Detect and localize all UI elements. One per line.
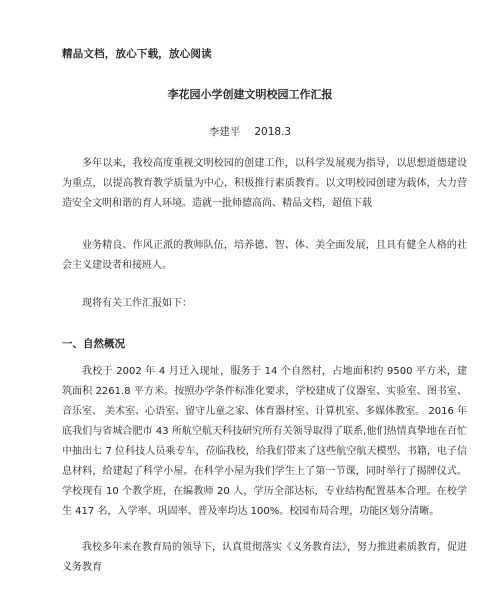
paragraph-teachers: 业务精良、作风正派的教师队伍，培养德、智、体、美全面发展，且具有健全人格的社会主义建设者和接班人。 bbox=[62, 240, 467, 271]
section-heading-overview: 一、自然概况 bbox=[62, 338, 125, 350]
paragraph-school-overview: 我校于 2002 年 4 月迁入现址，服务于 14 个自然村，占地面积约 9500 平方米，建筑面积 2261.8 平方米。按照办学条件标准化要求，学校建成了仪器室、实验室、图书室、音乐室、 美术室、心语室、留守儿童之家、体育器材室、计算机室、多媒体教室。 2016 年底我们与省城合肥市 43 所航空航天科技研究所有关领导取得了联系,他们热情真挚地在百忙中抽出七 7 位科技人员乘专车，莅临我校，给我们带来了这些航空航天模型、书籍，电子信息材料，给建起了科学小屋。在科学小屋为我们学生上了第一节课，同时举行了揭牌仪式。学校现有 10 个教学班，在编教师 20 人，学历全部达标，专业结构配置基本合理。在校学生 417 名，入学率、巩固率、普及率均达 100%。校园布局合理，功能区划分清晰。 bbox=[62, 366, 467, 517]
paragraph-report-lead: 现将有关工作汇报如下： bbox=[82, 298, 192, 309]
paragraph-intro: 多年以来，我校高度重视文明校园的创建工作，以科学发展观为指导，以思想道德建设为重点，以提高教育教学质量为中心，积极推行素质教育。以文明校园创建为载体，大力营造安全文明和谐的育人环境。造就一批师德高尚、精品文档，超值下载 bbox=[62, 158, 467, 209]
author-line bbox=[0, 124, 500, 139]
paragraph-education-policy: 我校多年来在教育局的领导下，认真贯彻落实《义务教育法》，努力推进素质教育，促进义务教育 bbox=[62, 542, 467, 573]
author-name: 李建平 bbox=[208, 126, 241, 138]
document-title: 李花园小学创建文明校园工作汇报 bbox=[167, 88, 333, 101]
author-date: 2018.3 bbox=[254, 126, 292, 138]
header-note: 精品文档，放心下载，放心阅读 bbox=[62, 48, 212, 60]
